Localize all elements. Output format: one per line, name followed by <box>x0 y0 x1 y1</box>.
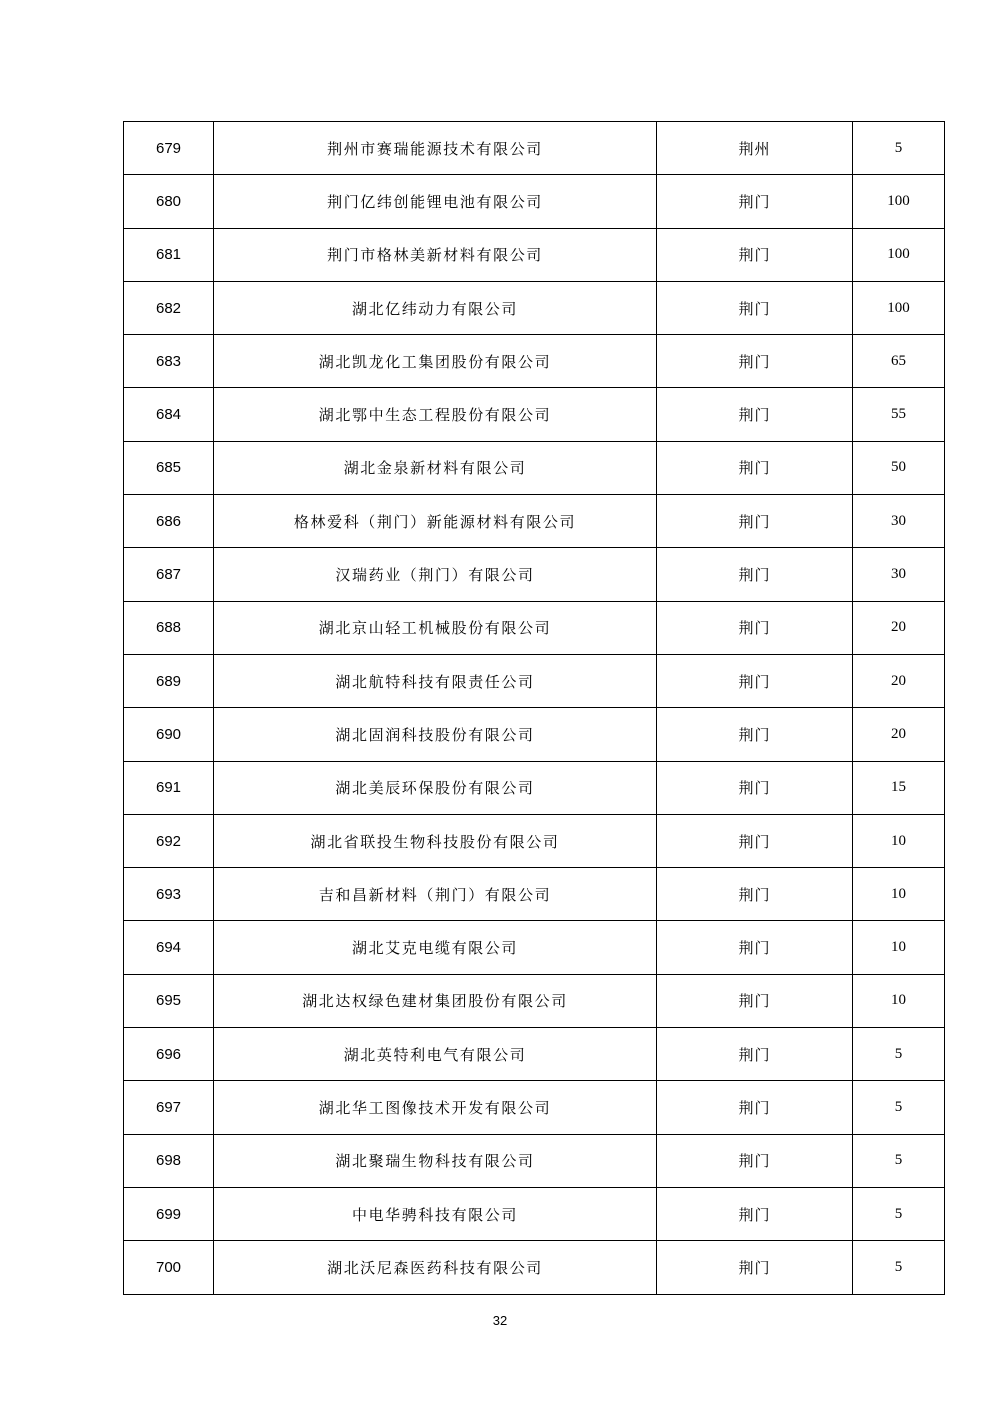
amount-value: 30 <box>853 548 945 601</box>
row-number: 684 <box>124 388 214 441</box>
city-name: 荆门 <box>657 228 853 281</box>
row-number: 685 <box>124 441 214 494</box>
company-name: 湖北艾克电缆有限公司 <box>214 921 657 974</box>
row-number: 698 <box>124 1134 214 1187</box>
city-name: 荆门 <box>657 1241 853 1294</box>
row-number: 700 <box>124 1241 214 1294</box>
company-name: 湖北鄂中生态工程股份有限公司 <box>214 388 657 441</box>
city-name: 荆门 <box>657 974 853 1027</box>
amount-value: 10 <box>853 814 945 867</box>
table-row <box>124 548 945 601</box>
row-number: 699 <box>124 1187 214 1240</box>
row-number: 686 <box>124 495 214 548</box>
city-name: 荆州 <box>657 122 853 175</box>
company-name: 湖北聚瑞生物科技有限公司 <box>214 1134 657 1187</box>
city-name: 荆门 <box>657 388 853 441</box>
table-row <box>124 1028 945 1081</box>
company-name: 中电华骋科技有限公司 <box>214 1187 657 1240</box>
company-name: 吉和昌新材料（荆门）有限公司 <box>214 868 657 921</box>
city-name: 荆门 <box>657 1081 853 1134</box>
row-number: 694 <box>124 921 214 974</box>
company-name: 湖北亿纬动力有限公司 <box>214 281 657 334</box>
row-number: 696 <box>124 1028 214 1081</box>
table-row <box>124 1081 945 1134</box>
amount-value: 100 <box>853 228 945 281</box>
city-name: 荆门 <box>657 175 853 228</box>
table-row <box>124 388 945 441</box>
table-row <box>124 1241 945 1294</box>
amount-value: 55 <box>853 388 945 441</box>
amount-value: 100 <box>853 175 945 228</box>
company-name: 湖北固润科技股份有限公司 <box>214 708 657 761</box>
row-number: 690 <box>124 708 214 761</box>
table-row <box>124 868 945 921</box>
city-name: 荆门 <box>657 654 853 707</box>
row-number: 689 <box>124 654 214 707</box>
city-name: 荆门 <box>657 495 853 548</box>
amount-value: 10 <box>853 868 945 921</box>
city-name: 荆门 <box>657 281 853 334</box>
company-name: 荆州市赛瑞能源技术有限公司 <box>214 122 657 175</box>
amount-value: 50 <box>853 441 945 494</box>
city-name: 荆门 <box>657 761 853 814</box>
table-row <box>124 122 945 175</box>
company-name: 湖北沃尼森医药科技有限公司 <box>214 1241 657 1294</box>
amount-value: 20 <box>853 654 945 707</box>
company-name: 湖北金泉新材料有限公司 <box>214 441 657 494</box>
table-row <box>124 281 945 334</box>
amount-value: 5 <box>853 122 945 175</box>
table-row <box>124 1134 945 1187</box>
row-number: 683 <box>124 335 214 388</box>
city-name: 荆门 <box>657 601 853 654</box>
company-name: 湖北华工图像技术开发有限公司 <box>214 1081 657 1134</box>
amount-value: 5 <box>853 1134 945 1187</box>
company-name: 荆门亿纬创能锂电池有限公司 <box>214 175 657 228</box>
page-number: 32 <box>492 1313 508 1328</box>
company-table <box>123 121 945 1295</box>
city-name: 荆门 <box>657 1028 853 1081</box>
company-name: 湖北美辰环保股份有限公司 <box>214 761 657 814</box>
city-name: 荆门 <box>657 814 853 867</box>
city-name: 荆门 <box>657 1134 853 1187</box>
city-name: 荆门 <box>657 548 853 601</box>
table-row <box>124 814 945 867</box>
row-number: 681 <box>124 228 214 281</box>
table-row <box>124 335 945 388</box>
amount-value: 10 <box>853 974 945 1027</box>
table-row <box>124 921 945 974</box>
table-row <box>124 175 945 228</box>
table-row <box>124 974 945 1027</box>
table-row <box>124 441 945 494</box>
table-row <box>124 654 945 707</box>
city-name: 荆门 <box>657 335 853 388</box>
table-row <box>124 601 945 654</box>
amount-value: 5 <box>853 1241 945 1294</box>
row-number: 688 <box>124 601 214 654</box>
company-table-body <box>124 122 945 1295</box>
table-row <box>124 495 945 548</box>
company-name: 湖北京山轻工机械股份有限公司 <box>214 601 657 654</box>
amount-value: 5 <box>853 1081 945 1134</box>
row-number: 692 <box>124 814 214 867</box>
row-number: 687 <box>124 548 214 601</box>
city-name: 荆门 <box>657 868 853 921</box>
amount-value: 20 <box>853 601 945 654</box>
row-number: 697 <box>124 1081 214 1134</box>
row-number: 693 <box>124 868 214 921</box>
company-name: 荆门市格林美新材料有限公司 <box>214 228 657 281</box>
company-name: 汉瑞药业（荆门）有限公司 <box>214 548 657 601</box>
city-name: 荆门 <box>657 708 853 761</box>
amount-value: 65 <box>853 335 945 388</box>
amount-value: 20 <box>853 708 945 761</box>
row-number: 682 <box>124 281 214 334</box>
amount-value: 15 <box>853 761 945 814</box>
city-name: 荆门 <box>657 1187 853 1240</box>
row-number: 695 <box>124 974 214 1027</box>
city-name: 荆门 <box>657 921 853 974</box>
amount-value: 100 <box>853 281 945 334</box>
amount-value: 5 <box>853 1028 945 1081</box>
company-name: 格林爱科（荆门）新能源材料有限公司 <box>214 495 657 548</box>
table-row <box>124 761 945 814</box>
company-name: 湖北英特利电气有限公司 <box>214 1028 657 1081</box>
table-row <box>124 708 945 761</box>
company-name: 湖北达权绿色建材集团股份有限公司 <box>214 974 657 1027</box>
table-row <box>124 1187 945 1240</box>
company-name: 湖北省联投生物科技股份有限公司 <box>214 814 657 867</box>
amount-value: 10 <box>853 921 945 974</box>
amount-value: 30 <box>853 495 945 548</box>
row-number: 691 <box>124 761 214 814</box>
company-name: 湖北凯龙化工集团股份有限公司 <box>214 335 657 388</box>
row-number: 680 <box>124 175 214 228</box>
city-name: 荆门 <box>657 441 853 494</box>
row-number: 679 <box>124 122 214 175</box>
amount-value: 5 <box>853 1187 945 1240</box>
company-name: 湖北航特科技有限责任公司 <box>214 654 657 707</box>
table-row <box>124 228 945 281</box>
